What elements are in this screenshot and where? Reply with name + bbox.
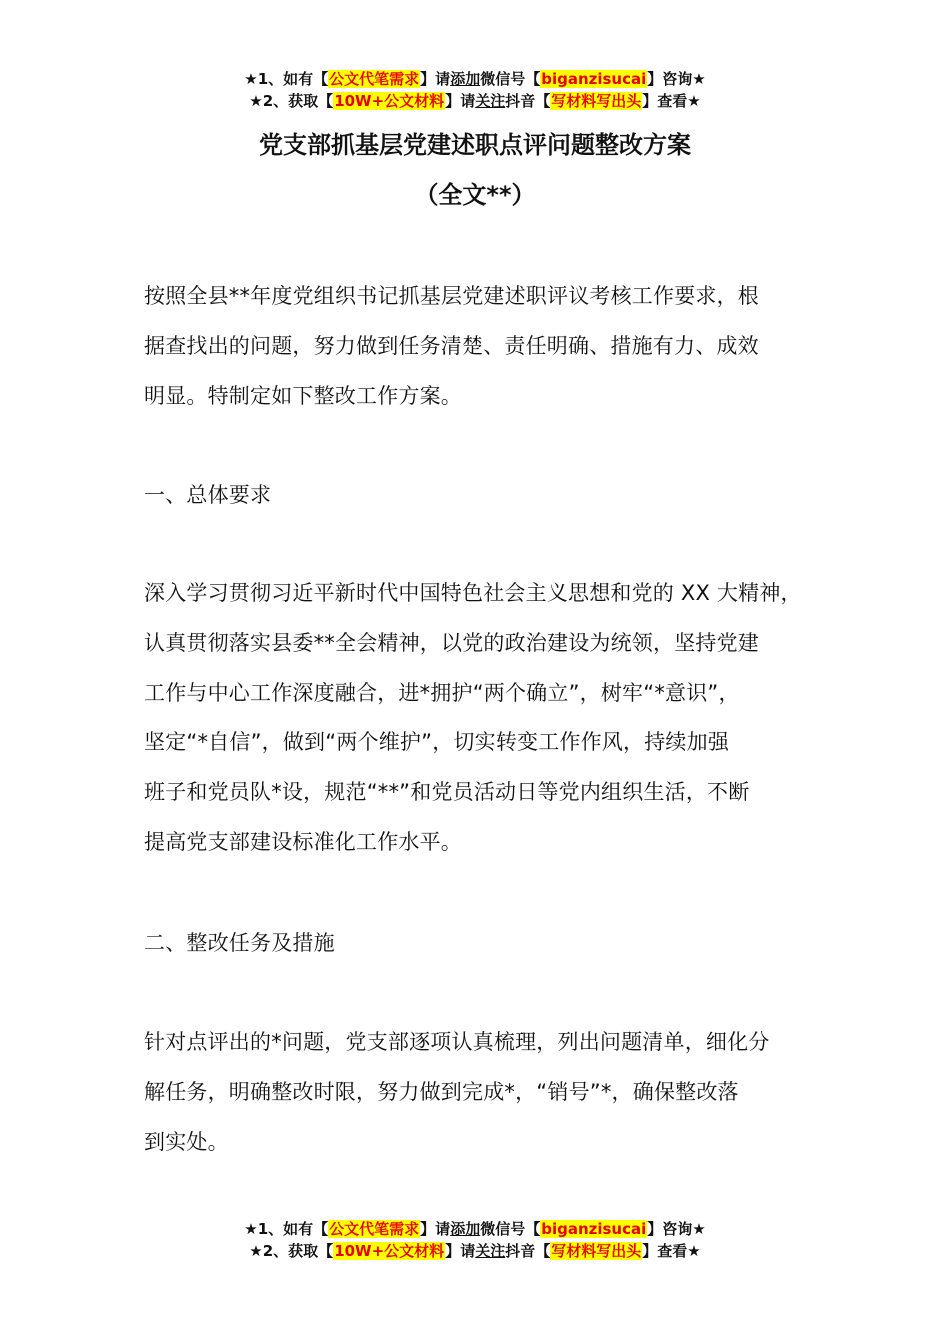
- intro-paragraph: [144, 272, 834, 421]
- ad-text: ★1、如有【: [244, 70, 329, 88]
- ad-line-2: [0, 1240, 950, 1262]
- ad-text: 】查看★: [642, 1242, 701, 1260]
- paragraph-line: 工作与中心工作深度融合，进*拥护“两个确立”，树牢“*意识”，: [144, 680, 740, 705]
- ad-highlight: 10W+公文材料: [334, 1242, 445, 1260]
- ad-line-1: [0, 68, 950, 90]
- paragraph-line: 据查找出的问题，努力做到任务清楚、责任明确、措施有力、成效: [144, 333, 759, 358]
- ad-text: 】请: [420, 70, 451, 88]
- ad-text: ★2、获取【: [249, 92, 334, 110]
- ad-highlight: 写材料写出头: [551, 1242, 642, 1260]
- paragraph-line: 提高党支部建设标准化工作水平。: [144, 829, 462, 854]
- document-title: 党支部抓基层党建述职点评问题整改方案: [259, 131, 691, 159]
- ad-highlight: 公文代笔需求: [329, 70, 420, 88]
- ad-underline: 关注: [475, 1242, 506, 1260]
- paragraph-line: 解任务，明确整改时限，努力做到完成*，“销号”*，确保整改落: [144, 1079, 739, 1104]
- section-heading-2: 二、整改任务及措施: [144, 931, 335, 955]
- ad-text: 】咨询★: [647, 1220, 706, 1238]
- paragraph-line: 认真贯彻落实县委**全会精神，以党的政治建设为统领，坚持党建: [144, 630, 759, 655]
- ad-text: 抖音【: [505, 1242, 551, 1260]
- paragraph-line: 针对点评出的*问题，党支部逐项认真梳理，列出问题清单，细化分: [144, 1030, 770, 1054]
- ad-text: 抖音【: [505, 92, 551, 110]
- ad-text: ★1、如有【: [244, 1220, 329, 1238]
- section-2-paragraph: [144, 1018, 834, 1167]
- paragraph-line: 到实处。: [144, 1129, 229, 1154]
- paragraph-line: 明显。特制定如下整改工作方案。: [144, 383, 462, 408]
- paragraph-line: 班子和党员队*设，规范“**”和党员活动日等党内组织生活，不断: [144, 780, 750, 805]
- ad-line-2: [0, 90, 950, 112]
- ad-highlight: 10W+公文材料: [334, 92, 445, 110]
- section-1-paragraph: [144, 569, 834, 868]
- ad-text: 】请: [445, 1242, 476, 1260]
- ad-text: 】查看★: [642, 92, 701, 110]
- ad-underline: 添加: [450, 1220, 481, 1238]
- ad-text: 微信号【: [480, 70, 541, 88]
- ad-highlight: 公文代笔需求: [329, 1220, 420, 1238]
- header-ad: [0, 68, 950, 112]
- ad-text: 】咨询★: [647, 70, 706, 88]
- ad-text: 微信号【: [480, 1220, 541, 1238]
- ad-text: 】请: [420, 1220, 451, 1238]
- ad-line-1: [0, 1218, 950, 1240]
- ad-underline: 添加: [450, 70, 481, 88]
- ad-highlight: 写材料写出头: [551, 92, 642, 110]
- paragraph-line: 按照全县**年度党组织书记抓基层党建述职评议考核工作要求，根: [144, 284, 759, 308]
- paragraph-line: 坚定“*自信”，做到“两个维护”，切实转变工作作风，持续加强: [144, 730, 730, 755]
- ad-text: ★2、获取【: [249, 1242, 334, 1260]
- ad-underline: 关注: [475, 92, 506, 110]
- document-subtitle: （全文**）: [414, 181, 536, 209]
- paragraph-line: 深入学习贯彻习近平新时代中国特色社会主义思想和党的 XX 大精神，: [144, 581, 802, 605]
- footer-ad: [0, 1218, 950, 1262]
- ad-text: 】请: [445, 92, 476, 110]
- ad-highlight: biganzisucai: [541, 1220, 647, 1238]
- section-heading-1: 一、总体要求: [144, 483, 272, 507]
- ad-highlight: biganzisucai: [541, 70, 647, 88]
